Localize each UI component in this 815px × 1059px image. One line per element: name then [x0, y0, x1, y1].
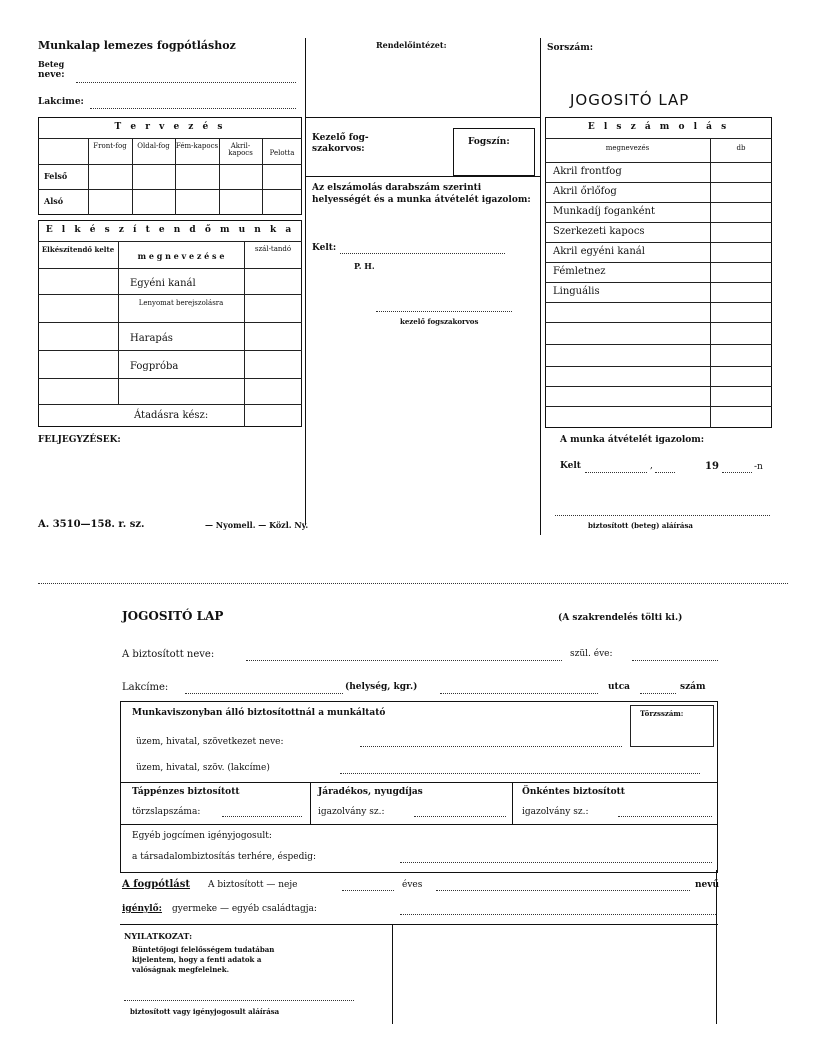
ph-label: P. H.	[354, 261, 375, 271]
elkeszitendo-col-megnevezes: m e g n e v e z é s e	[137, 251, 225, 261]
biztositott-signature-label: biztosított (beteg) aláírása	[588, 521, 693, 530]
nyilatkozat-line: valóságnak megfelelnek.	[132, 965, 230, 974]
elszamolas-item: Fémletnez	[553, 266, 606, 277]
igazolvany1-field[interactable]	[414, 816, 506, 817]
kelt2-field-a[interactable]	[585, 472, 647, 473]
elszamolas-item: Szerkezeti kapocs	[553, 226, 645, 237]
szam-label: szám	[680, 682, 706, 692]
szul-label: szül. éve:	[570, 649, 613, 659]
neve-field[interactable]	[76, 82, 296, 83]
eves-field[interactable]	[342, 890, 394, 891]
elkeszitendo-item: Harapás	[130, 333, 173, 344]
elkeszitendo-item: Egyéni kanál	[130, 278, 196, 289]
nyilatkozat-label: NYILATKOZAT:	[124, 931, 193, 941]
tervezes-header-oldalfog: Oldal-fog	[137, 142, 170, 150]
elszamolas-col-db: db	[736, 144, 746, 152]
jogosito-title-top: JOGOSITÓ LAP	[570, 91, 690, 109]
elkeszitendo-col-szaltando: szál-tandó	[254, 245, 292, 253]
uzem-lakcim-field[interactable]	[340, 773, 700, 774]
kelt-field[interactable]	[340, 253, 505, 254]
uzem-nev-label: üzem, hivatal, szövetkezet neve:	[136, 737, 284, 747]
egyeb-label: Egyéb jogcímen igényjogosult:	[132, 831, 272, 841]
top-divider-left	[305, 38, 306, 525]
atvetel-label: A munka átvételét igazolom:	[560, 435, 705, 445]
kelt2-field-b[interactable]	[655, 472, 675, 473]
tervezes-header-frontfog: Front-fog	[93, 142, 127, 150]
jogosito-title-bottom: JOGOSITÓ LAP	[122, 609, 224, 623]
kezelo-signature-label: kezelő fogszakorvos	[400, 317, 479, 326]
form-number: A. 3510—158. r. sz.	[38, 519, 145, 530]
biztositott-neje-label: A biztosított — neje	[208, 880, 298, 890]
beteg-label: Beteg	[38, 59, 65, 69]
biztositott-nev-label: A biztosított neve:	[122, 649, 215, 660]
utca-label: utca	[608, 682, 631, 692]
kezelo-signature-line[interactable]	[376, 311, 512, 312]
tarsadalom-label: a társadalombiztosítás terhére, éspedig:	[132, 852, 317, 862]
kelt2-field-c[interactable]	[722, 472, 752, 473]
tervezes-header-pelotta: Pelotta	[269, 149, 295, 157]
torzslapszama-label: törzslapszáma:	[132, 807, 201, 817]
jaradekos-label: Járadékos, nyugdíjas	[318, 787, 423, 797]
top-divider-right	[540, 38, 541, 535]
nyilatkozat-line: Büntetőjogi felelősségem tudatában	[132, 945, 275, 954]
rendelointezet-label: Rendelőintézet:	[376, 40, 447, 50]
sorszam-label: Sorszám:	[547, 43, 594, 53]
lakcime-label: Lakcime:	[38, 97, 84, 107]
nyilatkozat-line: kijelentem, hogy a fenti adatok a	[132, 955, 262, 964]
nevu-label: nevű	[695, 880, 720, 890]
fogpotlast-label: A fogpótlást	[122, 879, 191, 890]
tervezes-title: T e r v e z é s	[114, 122, 226, 132]
szakrendeles-note: (A szakrendelés tölti ki.)	[558, 613, 683, 623]
igazolvany2-field[interactable]	[618, 816, 712, 817]
elszamolas-statement: Az elszámolás darabszám szerinti helyességét és a munka átvételét igazolom:	[312, 183, 531, 205]
igenylo-label: igénylő:	[122, 904, 162, 914]
fogszin-box[interactable]	[453, 128, 535, 176]
munkaviszony-label: Munkaviszonyban álló biztosítottnál a munkáltató	[132, 708, 386, 718]
uzem-lakcim-label: üzem, hivatal, szöv. (lakcíme)	[136, 763, 270, 773]
torzsszam-label: Törzsszám:	[640, 709, 684, 718]
tervezes-row-felso: Felső	[44, 171, 68, 181]
elszamolas-item: Munkadíj foganként	[553, 206, 655, 217]
csaladtag-field[interactable]	[400, 914, 716, 915]
tervezes-header-femkapocs: Fém-kapocs	[175, 142, 219, 150]
uzem-nev-field[interactable]	[360, 746, 622, 747]
tervezes-header-akrilkapocs: Akril-kapocs	[228, 142, 253, 157]
elkeszitendo-item: Lenyomat berejszolásra	[138, 299, 224, 307]
tappenzes-label: Táppénzes biztosított	[132, 787, 240, 797]
nyilatkozat-signature-label: biztosított vagy igényjogosult aláírása	[130, 1007, 280, 1016]
kelt2-year: 19	[705, 461, 719, 472]
helyseg-field[interactable]	[185, 693, 343, 694]
elszamolas-title: E l s z á m o l á s	[587, 122, 730, 132]
elszamolas-item: Linguális	[553, 286, 600, 297]
elszamolas-item: Akril frontfog	[553, 166, 622, 177]
szul-field[interactable]	[632, 660, 718, 661]
elszamolas-col-megnevezes: megnevezés	[605, 144, 650, 152]
szam-field[interactable]	[640, 693, 676, 694]
elkeszitendo-col-kelte: Elkészítendő kelte	[41, 245, 115, 254]
atadasra-label: Átadásra kész:	[134, 410, 209, 421]
onkentes-label: Önkéntes biztosított	[522, 787, 625, 797]
elkeszitendo-item: Fogpróba	[130, 361, 179, 372]
nyilatkozat-signature-line[interactable]	[124, 1000, 354, 1001]
elszamolas-item: Akril őrlőfog	[553, 186, 617, 197]
utca-field[interactable]	[440, 693, 598, 694]
printer-info: — Nyomell. — Közl. Ny.	[205, 520, 309, 530]
kelt2-label: Kelt	[560, 461, 581, 471]
kelt2-suffix: -n	[754, 462, 763, 472]
lakcime-field[interactable]	[90, 108, 296, 109]
helyseg-label: (helység, kgr.)	[345, 682, 418, 692]
feljegyzesek-label: FELJEGYZÉSEK:	[38, 435, 121, 445]
kelt-label: Kelt:	[312, 243, 337, 253]
nevu-field[interactable]	[436, 890, 690, 891]
torzslapszama-field[interactable]	[222, 816, 302, 817]
tervezes-row-also: Alsó	[44, 196, 64, 206]
neve-label: neve:	[38, 70, 65, 80]
cut-line	[38, 583, 788, 584]
gyermeke-label: gyermeke — egyéb családtagja:	[172, 904, 317, 914]
igazolvany2-label: igazolvány sz.:	[522, 807, 589, 817]
biztositott-signature-line[interactable]	[555, 515, 770, 516]
form-title: Munkalap lemezes fogpótláshoz	[38, 39, 236, 52]
tarsadalom-field[interactable]	[400, 862, 712, 863]
fogszin-label: Fogszín:	[468, 137, 510, 147]
lakcime-bottom-label: Lakcíme:	[122, 682, 169, 693]
eves-label: éves	[402, 880, 423, 890]
biztositott-nev-field[interactable]	[246, 660, 562, 661]
elszamolas-item: Akril egyéni kanál	[553, 246, 645, 257]
igazolvany1-label: igazolvány sz.:	[318, 807, 385, 817]
kezelo-label: Kezelő fog-szakorvos:	[312, 133, 369, 154]
elkeszitendo-title: E l k é s z í t e n d ő m u n k a	[45, 225, 295, 235]
